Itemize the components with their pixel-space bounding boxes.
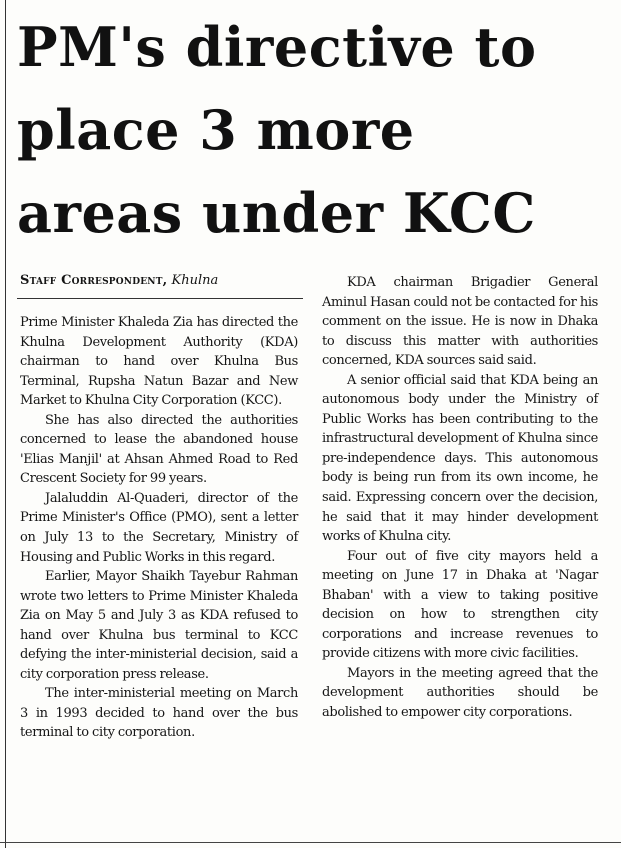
paragraph: She has also directed the authorities concerned to lease the abandoned house 'Elias Manjil' at Ahsan Ahmed Road to Red Crescent Society for 99 years. (20, 412, 298, 487)
headline (17, 6, 617, 255)
bottom-rule (0, 842, 621, 843)
left-column-rule (5, 0, 6, 848)
paragraph: Prime Minister Khaleda Zia has directed the Khulna Development Authority (KDA) chairman to hand over Khulna Bus Terminal, Rupsha Natun Bazar and New Market to Khulna City Corporation (KCC). (20, 315, 298, 409)
headline-line-3: areas under KCC (17, 181, 536, 245)
paragraph: A senior official said that KDA being an autonomous body under the Ministry of Public Works has been contributing to the infrastructural development of Khulna since pre-independence days. This autonomous body is being run from its own income, he said. Expressing concern over the decision, he said that it may hinder development works of Khulna city. (322, 372, 598, 545)
byline-author: Staff Correspondent, (20, 273, 168, 288)
paragraph: Jalaluddin Al-Quaderi, director of the Prime Minister's Office (PMO), sent a letter on July 13 to the Secretary, Ministry of Housing and Public Works in this regard. (20, 490, 298, 565)
byline-location: Khulna (171, 273, 219, 288)
headline-line-2: place 3 more (17, 98, 415, 162)
right-column (322, 273, 598, 723)
left-column (20, 313, 298, 743)
paragraph: KDA chairman Brigadier General Aminul Hasan could not be contacted for his comment on the issue. He is now in Dhaka to discuss this matter with authorities concerned, KDA sources said said. (322, 275, 598, 369)
paragraph: Mayors in the meeting agreed that the development authorities should be abolished to empower city corporations. (322, 665, 598, 721)
headline-line-1: PM's directive to (17, 15, 537, 79)
byline (20, 272, 300, 290)
byline-divider (17, 298, 303, 299)
paragraph: The inter-ministerial meeting on March 3 in 1993 decided to hand over the bus terminal to city corporation. (20, 686, 298, 741)
paragraph: Earlier, Mayor Shaikh Tayebur Rahman wrote two letters to Prime Minister Khaleda Zia on May 5 and July 3 as KDA refused to hand over Khulna bus terminal to KCC defying the inter-ministerial decision, said a city corporation press release. (20, 569, 298, 682)
paragraph: Four out of five city mayors held a meeting on June 17 in Dhaka at 'Nagar Bhaban' with a view to taking positive decision on how to strengthen city corporations and increase revenues to provide citizens with more civic facilities. (322, 548, 598, 662)
